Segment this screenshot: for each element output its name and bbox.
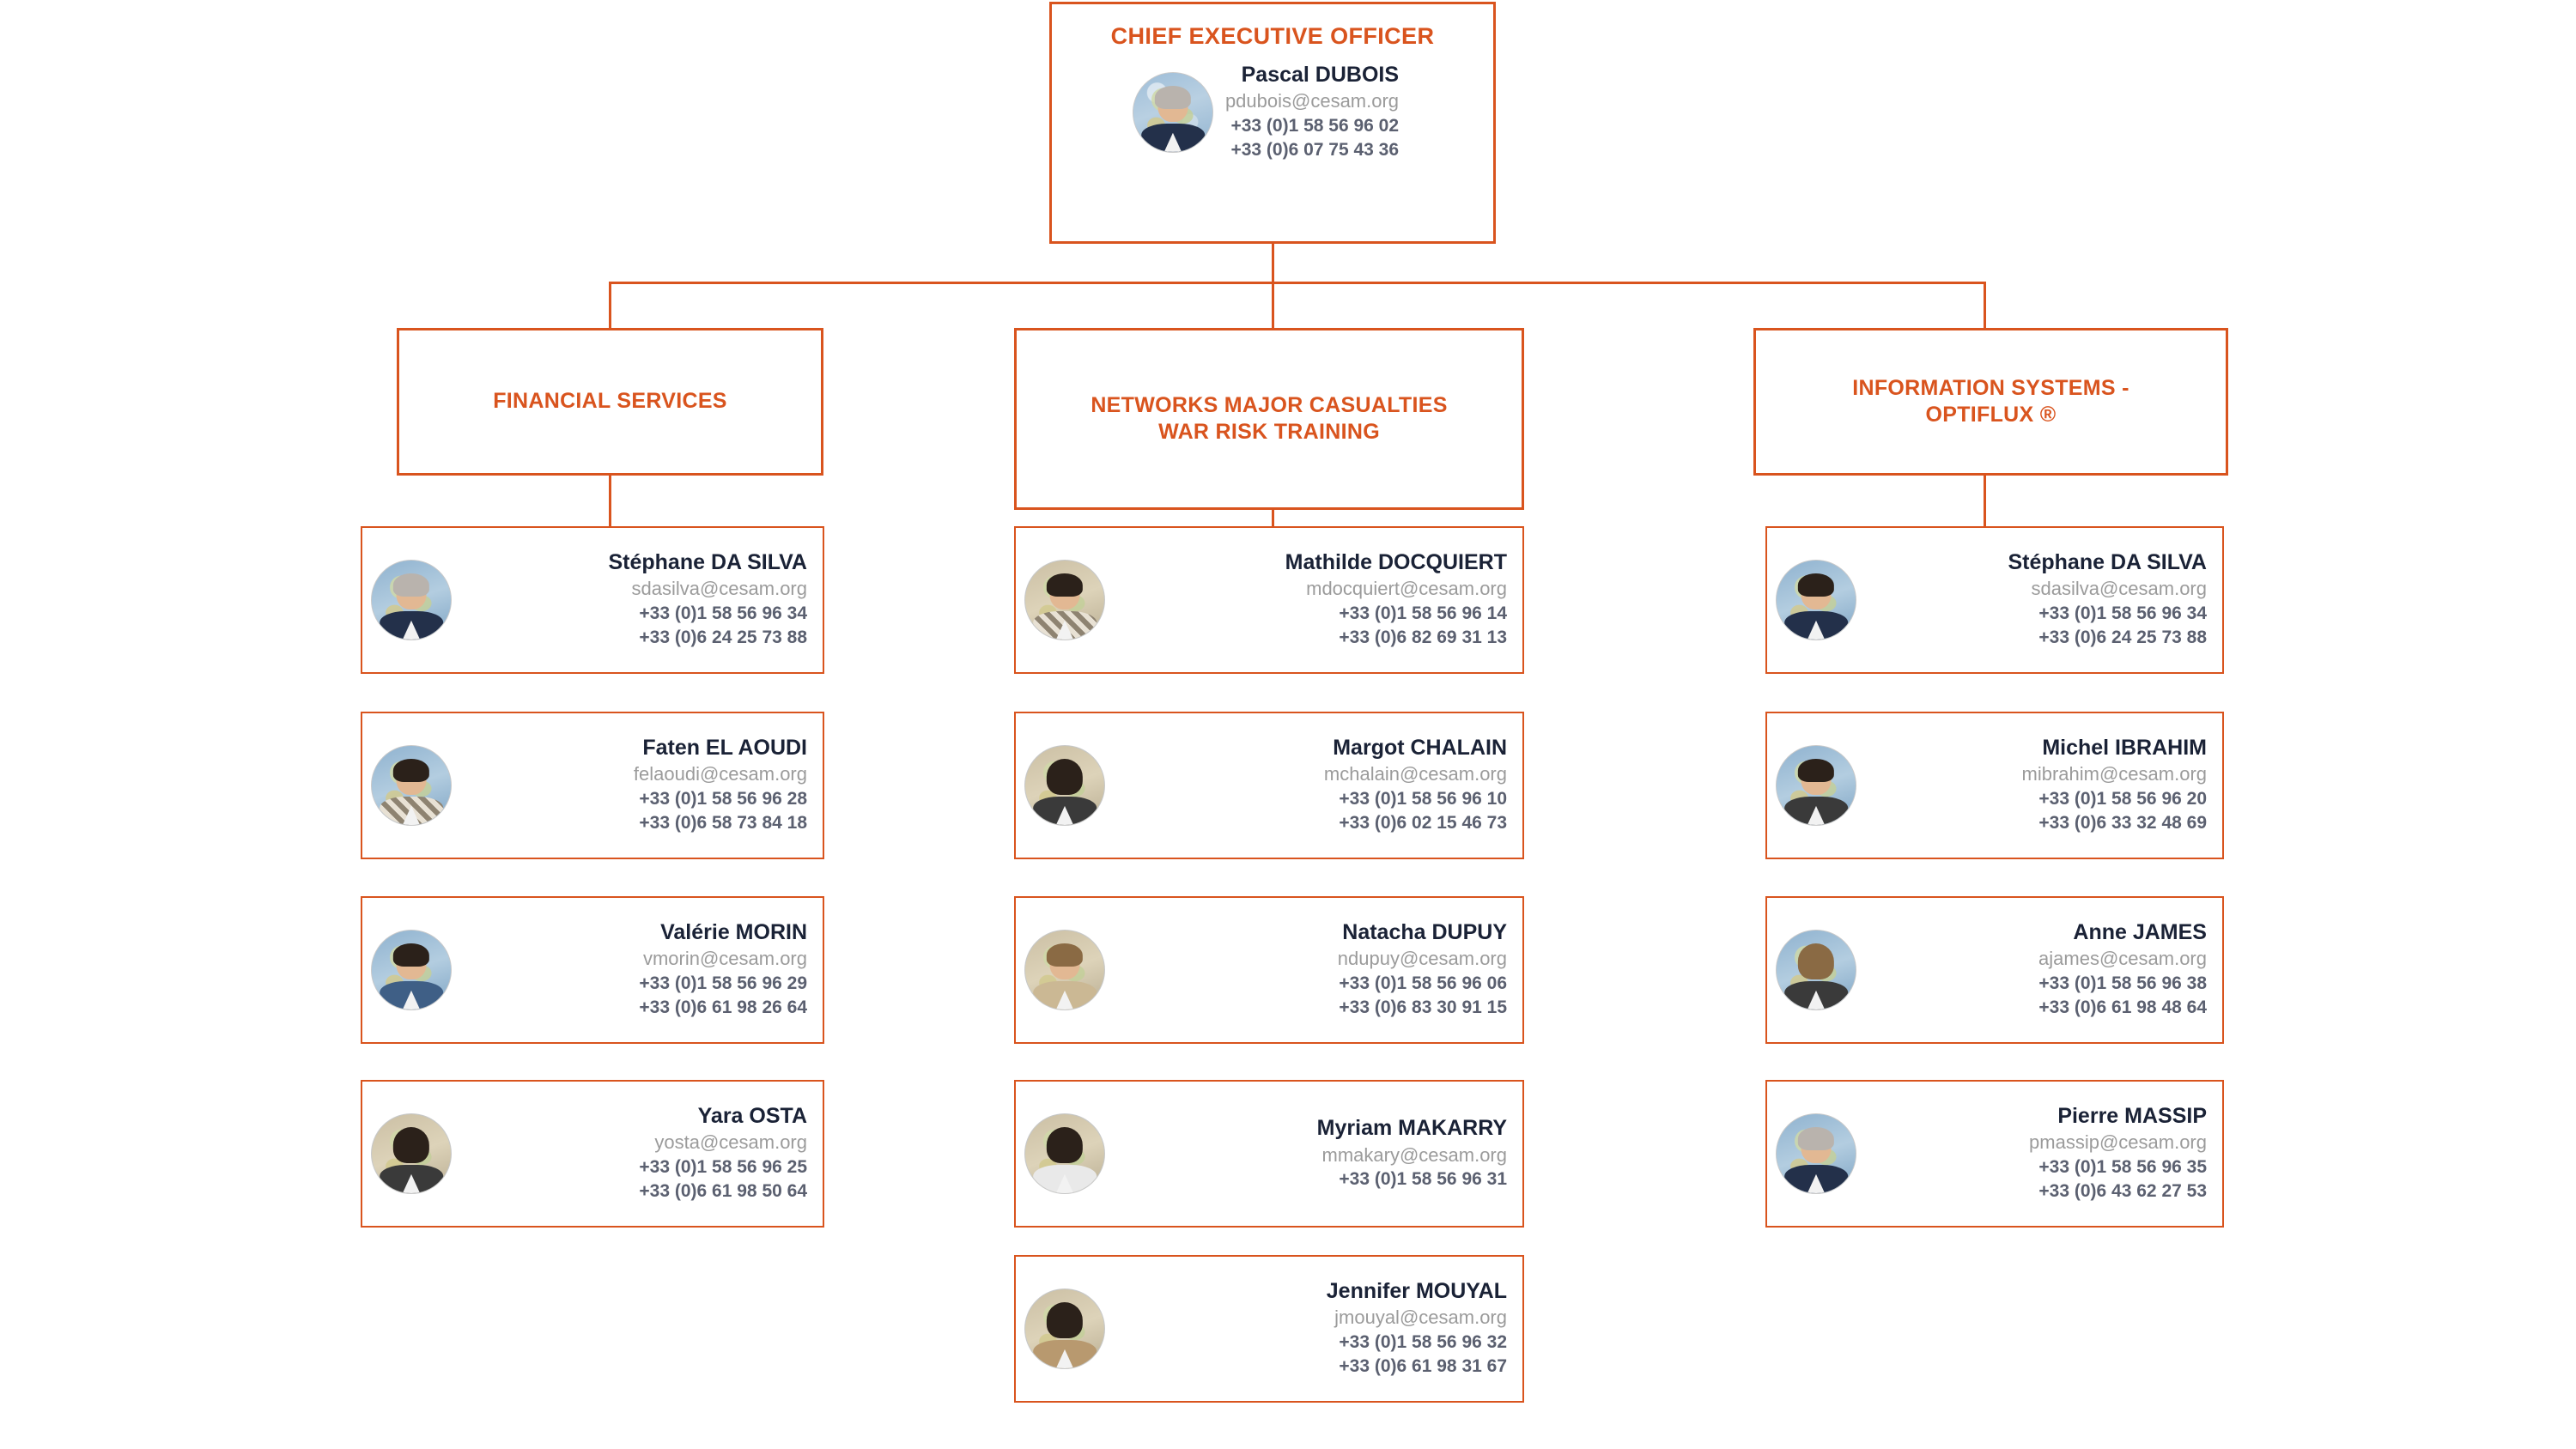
connector-col3-to-cards <box>1984 475 1986 526</box>
person-phone-office: +33 (0)1 58 56 96 29 <box>639 973 807 994</box>
avatar <box>371 745 452 826</box>
person-card[interactable] <box>1765 712 2224 859</box>
person-email[interactable]: jmouyal@cesam.org <box>1334 1307 1507 1329</box>
person-email[interactable]: ndupuy@cesam.org <box>1337 948 1507 970</box>
department-title: FINANCIAL SERVICES <box>493 389 727 414</box>
person-card[interactable] <box>1014 1255 1524 1403</box>
person-email[interactable]: ajames@cesam.org <box>2038 948 2207 970</box>
person-name: Pascal DUBOIS <box>1241 63 1400 87</box>
department-title-line1: NETWORKS MAJOR CASUALTIES <box>1091 392 1448 417</box>
avatar <box>1024 560 1105 640</box>
department-title-line2: OPTIFLUX ® <box>1925 403 2057 427</box>
person-phone-mobile: +33 (0)6 61 98 48 64 <box>2038 997 2207 1018</box>
person-email[interactable]: pdubois@cesam.org <box>1224 90 1400 112</box>
person-phone-office: +33 (0)1 58 56 96 10 <box>1339 789 1507 809</box>
person-email[interactable]: mibrahim@cesam.org <box>2021 763 2207 785</box>
person-phone-mobile: +33 (0)6 61 98 31 67 <box>1339 1356 1507 1377</box>
person-email[interactable]: sdasilva@cesam.org <box>631 578 807 600</box>
person-phone-office: +33 (0)1 58 56 96 14 <box>1339 603 1507 624</box>
connector-col2-to-cards <box>1272 509 1274 526</box>
person-phone-mobile: +33 (0)6 02 15 46 73 <box>1339 813 1507 834</box>
person-phone-office: +33 (0)1 58 56 96 34 <box>639 603 807 624</box>
person-name: Stéphane DA SILVA <box>2008 550 2207 575</box>
person-details <box>452 549 811 651</box>
connector-col1-to-cards <box>609 475 611 526</box>
person-email[interactable]: yosta@cesam.org <box>654 1131 807 1154</box>
person-details <box>452 735 811 836</box>
avatar <box>1776 745 1856 826</box>
department-box-information-systems <box>1753 328 2228 476</box>
person-phone-office: +33 (0)1 58 56 96 28 <box>639 789 807 809</box>
ceo-text <box>1225 62 1399 163</box>
person-phone-office: +33 (0)1 58 56 96 06 <box>1339 973 1507 994</box>
person-phone-office: +33 (0)1 58 56 96 32 <box>1339 1332 1507 1353</box>
person-name: Jennifer MOUYAL <box>1326 1279 1507 1304</box>
department-box-networks <box>1014 328 1524 510</box>
person-card[interactable] <box>1765 526 2224 674</box>
person-phone-office: +33 (0)1 58 56 96 25 <box>639 1157 807 1178</box>
person-name: Stéphane DA SILVA <box>608 550 807 575</box>
person-email[interactable]: mchalain@cesam.org <box>1323 763 1507 785</box>
avatar <box>1776 560 1856 640</box>
person-phone-office: +33 (0)1 58 56 96 02 <box>1230 115 1400 136</box>
person-card[interactable] <box>1765 896 2224 1044</box>
person-details <box>1105 1278 1510 1379</box>
department-title <box>1840 375 2142 429</box>
ceo-box <box>1049 2 1496 244</box>
avatar <box>1776 1113 1856 1194</box>
connector-bus <box>609 282 1986 284</box>
person-card[interactable] <box>1014 526 1524 674</box>
avatar <box>1024 1113 1105 1194</box>
person-card[interactable] <box>1014 1080 1524 1228</box>
department-title-line1: INFORMATION SYSTEMS - <box>1852 375 2129 400</box>
person-details <box>452 1103 811 1204</box>
person-phone-office: +33 (0)1 58 56 96 38 <box>2038 973 2207 994</box>
avatar <box>1024 1288 1105 1369</box>
person-details <box>1856 919 2210 1021</box>
person-phone-mobile: +33 (0)6 61 98 26 64 <box>639 997 807 1018</box>
avatar <box>1024 930 1105 1010</box>
person-name: Myriam MAKARRY <box>1316 1116 1507 1141</box>
person-email[interactable]: felaoudi@cesam.org <box>633 763 807 785</box>
avatar <box>1024 745 1105 826</box>
person-details <box>1856 1103 2210 1204</box>
person-name: Mathilde DOCQUIERT <box>1285 550 1507 575</box>
person-email[interactable]: mdocquiert@cesam.org <box>1306 578 1507 600</box>
person-details <box>1105 549 1510 651</box>
person-email[interactable]: pmassip@cesam.org <box>2029 1131 2207 1154</box>
ceo-body <box>1052 62 1493 163</box>
person-details <box>1856 735 2210 836</box>
person-card[interactable] <box>1014 712 1524 859</box>
person-details <box>1105 735 1510 836</box>
person-name: Natacha DUPUY <box>1342 920 1507 945</box>
person-phone-office: +33 (0)1 58 56 96 31 <box>1339 1169 1507 1190</box>
department-title <box>1078 392 1459 446</box>
person-card[interactable] <box>1765 1080 2224 1228</box>
person-card[interactable] <box>361 712 824 859</box>
person-phone-office: +33 (0)1 58 56 96 35 <box>2038 1157 2207 1178</box>
person-phone-mobile: +33 (0)6 83 30 91 15 <box>1339 997 1507 1018</box>
person-name: Margot CHALAIN <box>1333 736 1507 761</box>
person-name: Valérie MORIN <box>660 920 807 945</box>
person-details <box>1105 1115 1510 1191</box>
person-phone-mobile: +33 (0)6 24 25 73 88 <box>639 627 807 648</box>
person-email[interactable]: sdasilva@cesam.org <box>2031 578 2207 600</box>
connector-down-col2 <box>1272 282 1274 329</box>
avatar <box>1133 72 1213 153</box>
person-card[interactable] <box>361 1080 824 1228</box>
department-title-line2: WAR RISK TRAINING <box>1158 420 1380 444</box>
person-name: Anne JAMES <box>2073 920 2207 945</box>
department-box-financial-services <box>397 328 823 476</box>
person-phone-mobile: +33 (0)6 33 32 48 69 <box>2038 813 2207 834</box>
connector-down-col3 <box>1984 282 1986 329</box>
avatar <box>371 930 452 1010</box>
person-card[interactable] <box>1014 896 1524 1044</box>
person-details <box>452 919 811 1021</box>
person-email[interactable]: mmakary@cesam.org <box>1321 1143 1507 1166</box>
connector-ceo-down <box>1272 244 1274 283</box>
avatar <box>371 560 452 640</box>
person-phone-mobile: +33 (0)6 61 98 50 64 <box>639 1181 807 1202</box>
connector-down-col1 <box>609 282 611 329</box>
person-details <box>1856 549 2210 651</box>
avatar <box>371 1113 452 1194</box>
person-name: Faten EL AOUDI <box>642 736 807 761</box>
person-card[interactable] <box>361 526 824 674</box>
person-phone-mobile: +33 (0)6 24 25 73 88 <box>2038 627 2207 648</box>
person-phone-office: +33 (0)1 58 56 96 34 <box>2038 603 2207 624</box>
person-phone-mobile: +33 (0)6 58 73 84 18 <box>639 813 807 834</box>
person-name: Yara OSTA <box>697 1104 807 1129</box>
person-card[interactable] <box>361 896 824 1044</box>
person-name: Michel IBRAHIM <box>2042 736 2207 761</box>
avatar <box>1776 930 1856 1010</box>
ceo-department-title: CHIEF EXECUTIVE OFFICER <box>1110 23 1435 49</box>
person-phone-mobile: +33 (0)6 82 69 31 13 <box>1339 627 1507 648</box>
person-email[interactable]: vmorin@cesam.org <box>642 948 807 970</box>
person-phone-mobile: +33 (0)6 07 75 43 36 <box>1230 140 1400 161</box>
person-name: Pierre MASSIP <box>2057 1104 2207 1129</box>
person-phone-office: +33 (0)1 58 56 96 20 <box>2038 789 2207 809</box>
person-phone-mobile: +33 (0)6 43 62 27 53 <box>2038 1181 2207 1202</box>
person-details <box>1105 919 1510 1021</box>
